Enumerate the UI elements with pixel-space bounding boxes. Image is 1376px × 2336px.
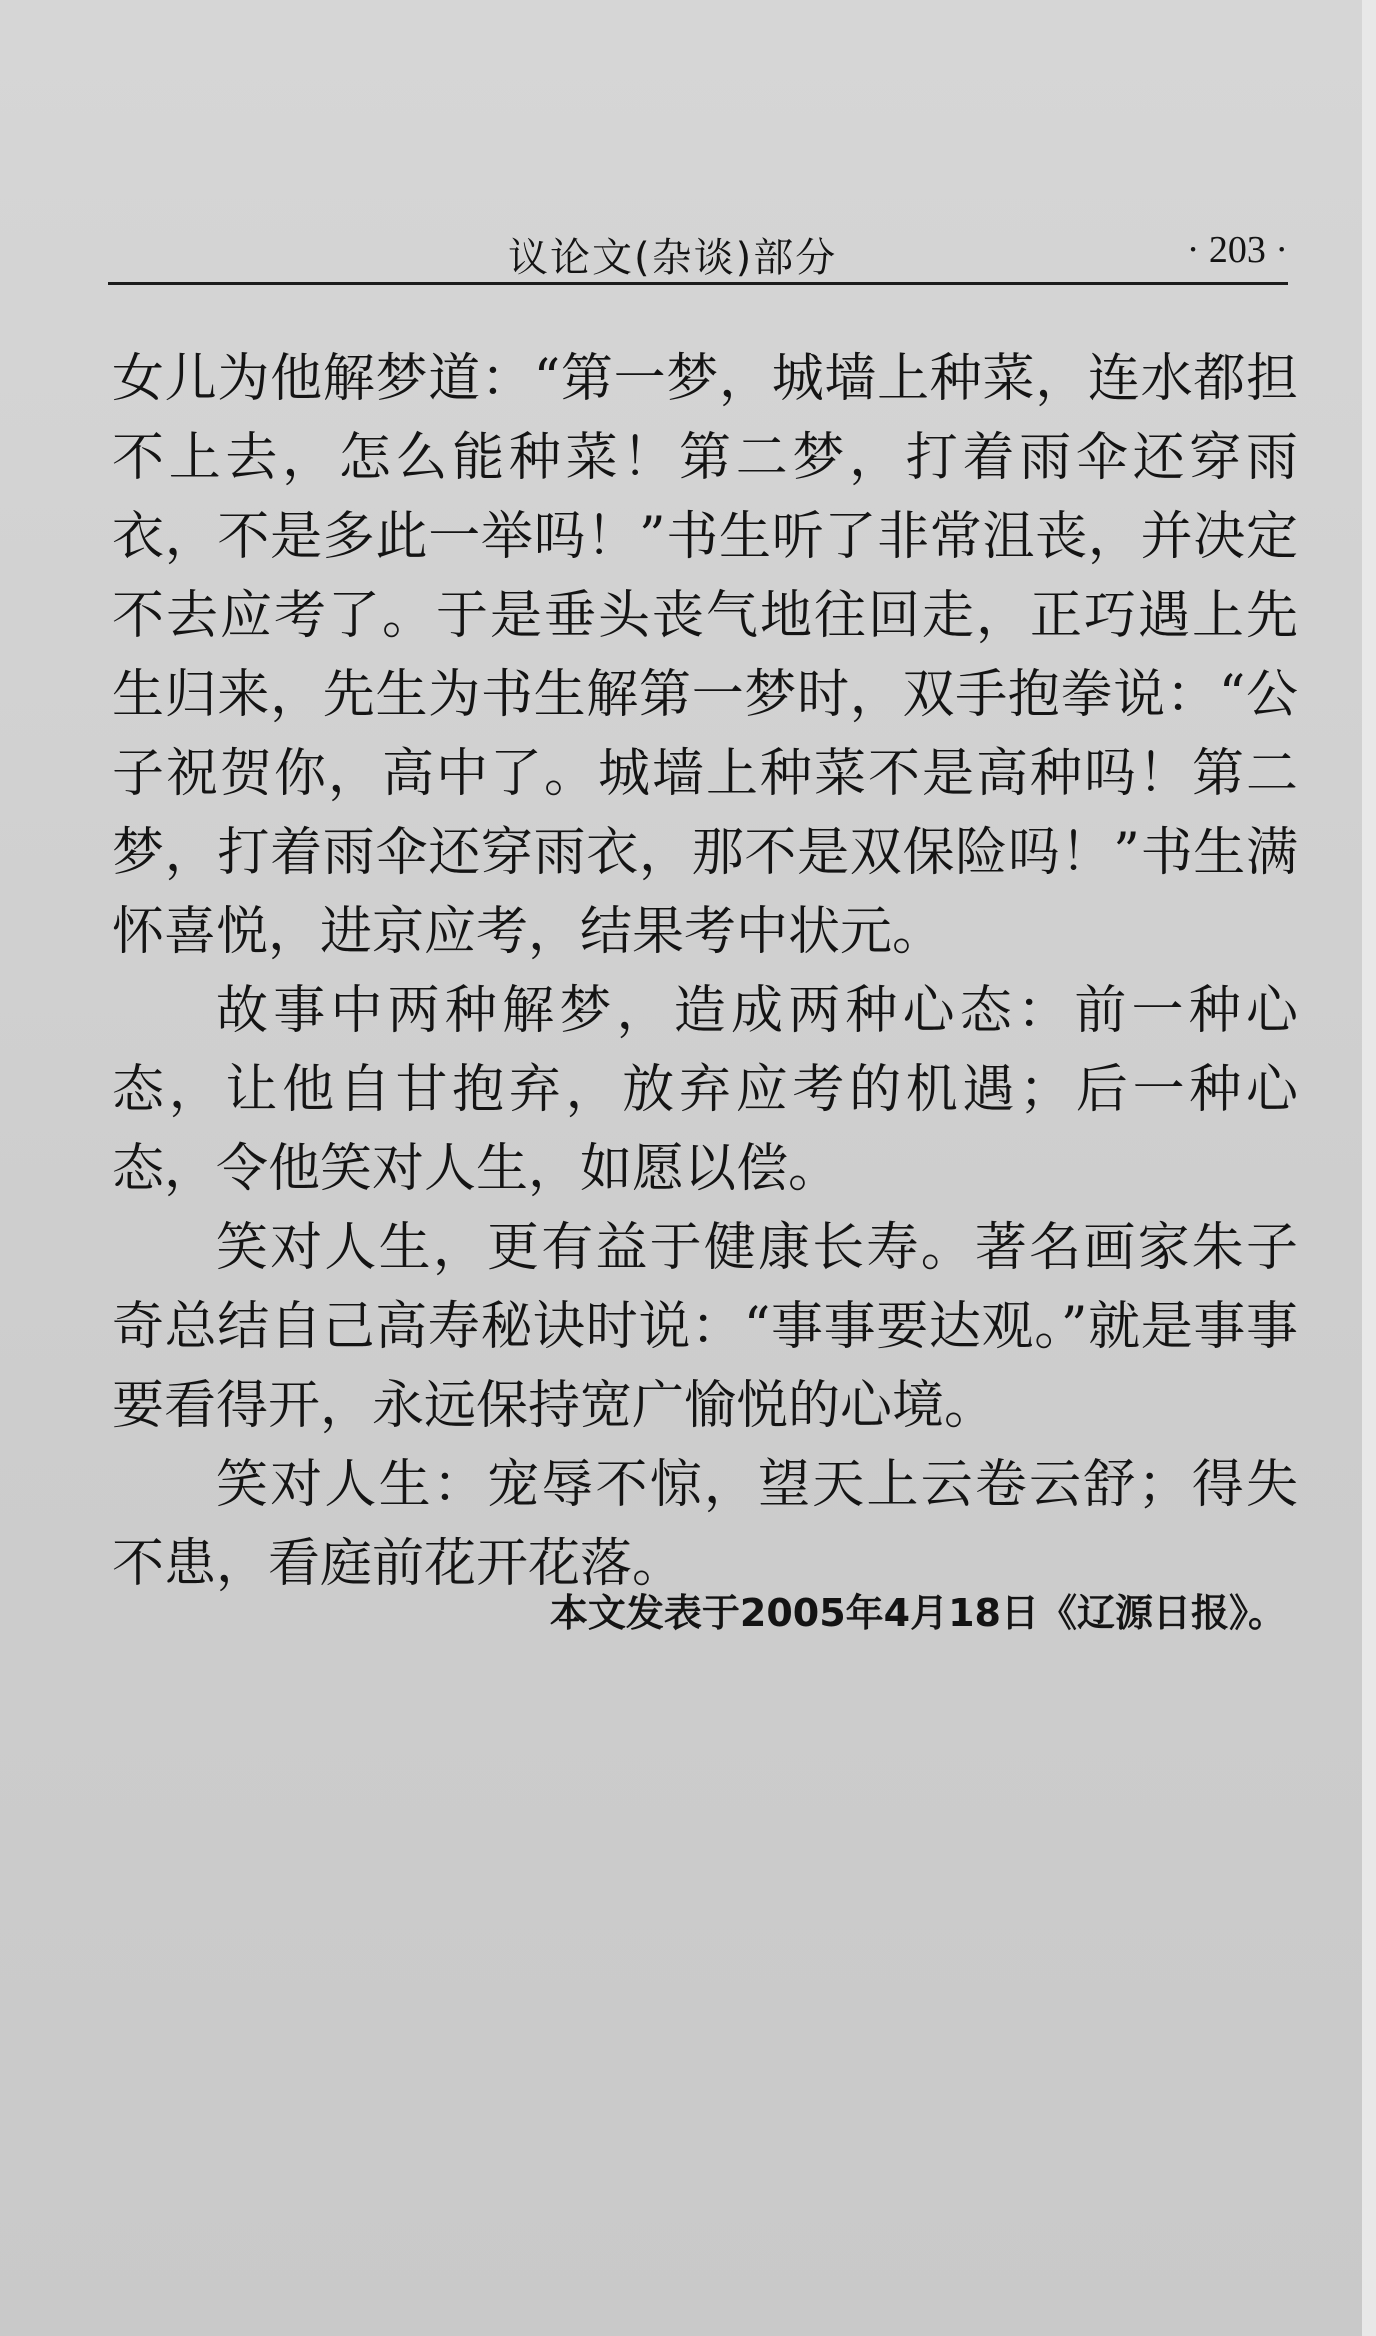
section-title: 议论文(杂谈)部分: [508, 235, 838, 281]
publication-note: 本文发表于2005年4月18日《辽源日报》。: [549, 1591, 1286, 1635]
paragraph: 笑对人生，更有益于健康长寿。著名画家朱子奇总结自己高寿秘诀时说：“事事要达观。”就是事事要看得开，永远保持宽广愉悦的心境。: [112, 1218, 1298, 1436]
page-edge: [1362, 0, 1376, 2336]
paragraph: 笑对人生：宠辱不惊，望天上云卷云舒；得失不患，看庭前花开花落。: [112, 1455, 1298, 1594]
page-header: [108, 222, 1288, 285]
article-body: [112, 340, 1298, 1604]
page-number: · 203 ·: [1186, 229, 1288, 271]
paragraph: 故事中两种解梦，造成两种心态：前一种心态，让他自甘抱弃，放弃应考的机遇；后一种心态，令他笑对人生，如愿以偿。: [112, 981, 1298, 1199]
paragraph: 女儿为他解梦道：“第一梦，城墙上种菜，连水都担不上去，怎么能种菜！第二梦，打着雨伞还穿雨衣，不是多此一举吗！”书生听了非常沮丧，并决定不去应考了。于是垂头丧气地往回走，正巧遇上先生归来，先生为书生解第一梦时，双手抱拳说：“公子祝贺你，高中了。城墙上种菜不是高种吗！第二梦，打着雨伞还穿雨衣，那不是双保险吗！”书生满怀喜悦，进京应考，结果考中状元。: [112, 349, 1298, 962]
